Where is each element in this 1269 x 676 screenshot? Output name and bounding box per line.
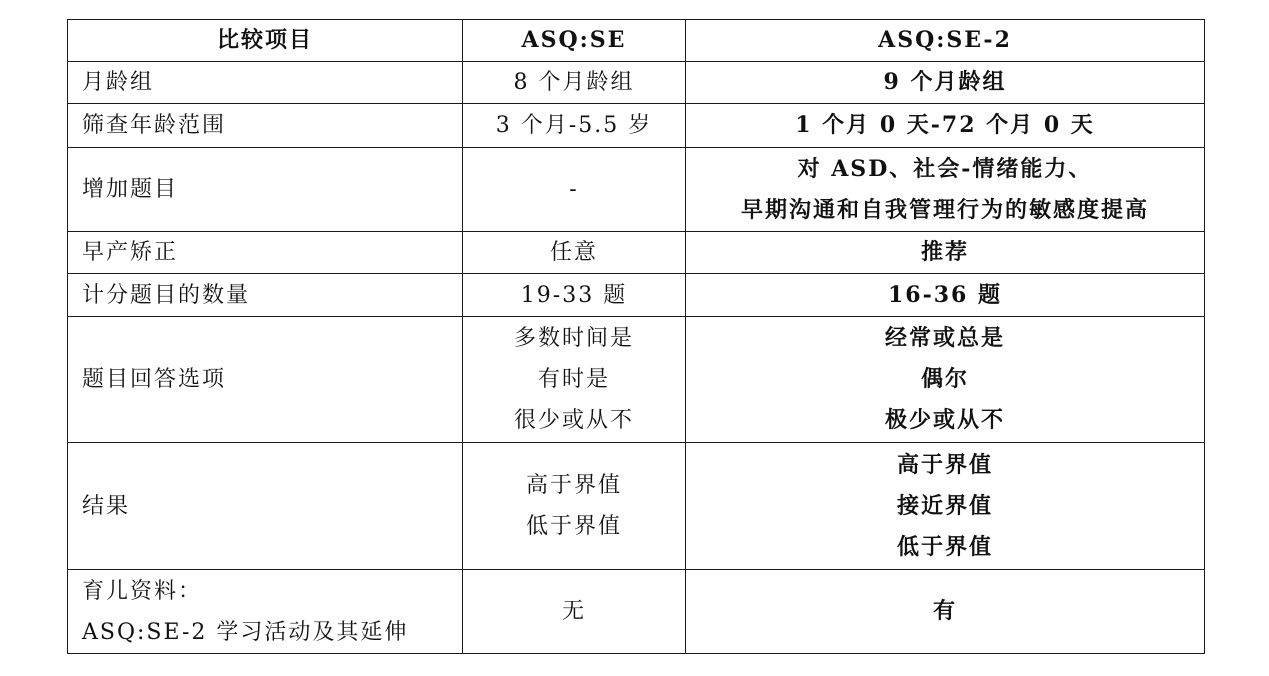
row-item-cell — [68, 148, 463, 232]
asq-se-cell — [463, 62, 686, 104]
row-item-cell — [68, 443, 463, 570]
asq-se-cell — [463, 317, 686, 443]
asq-se-2-option: 极少或从不 — [884, 407, 1005, 433]
row-item-text-line-2: ASQ:SE-2 学习活动及其延伸 — [82, 619, 409, 645]
row-item-text: 早产矫正 — [82, 240, 179, 265]
row-item-text: 增加题目 — [82, 177, 179, 202]
row-item-cell — [68, 232, 463, 274]
table-header-row — [68, 20, 1205, 62]
row-item-cell — [68, 274, 463, 317]
asq-se-result: 高于界值 — [525, 473, 622, 498]
asq-se-text: 无 — [561, 599, 586, 624]
row-item-cell — [68, 570, 463, 654]
row-item-cell — [68, 104, 463, 148]
asq-se-text: 3 个月-5.5 岁 — [495, 113, 653, 138]
asq-se-cell — [463, 274, 686, 317]
asq-se-cell — [463, 148, 686, 232]
row-item-cell — [68, 62, 463, 104]
asq-se-cell — [463, 443, 686, 570]
comparison-table — [67, 19, 1205, 654]
asq-se-2-cell — [686, 570, 1205, 654]
row-item-text: 题目回答选项 — [82, 367, 227, 392]
table-row — [68, 443, 1205, 570]
row-item-text: 结果 — [82, 493, 131, 519]
table-row — [68, 148, 1205, 232]
asq-se-option: 很少或从不 — [513, 408, 634, 433]
table-row — [68, 232, 1205, 274]
asq-se-text: 任意 — [549, 240, 598, 265]
asq-se-2-option: 偶尔 — [920, 366, 969, 392]
asq-se-2-text-line-1: 对 ASD、社会-情绪能力、 — [797, 155, 1093, 182]
asq-se-cell — [463, 104, 686, 148]
asq-se-text: - — [569, 177, 579, 202]
row-item-cell — [68, 317, 463, 443]
asq-se-result: 低于界值 — [525, 514, 622, 539]
asq-se-2-text-line-2: 早期沟通和自我管理行为的敏感度提高 — [740, 196, 1149, 223]
asq-se-2-option: 经常或总是 — [884, 325, 1005, 351]
asq-se-2-result: 接近界值 — [896, 492, 993, 519]
asq-se-2-result: 高于界值 — [896, 451, 993, 478]
asq-se-2-text: 16-36 题 — [887, 281, 1003, 308]
header-compare-item: 比较项目 — [68, 20, 463, 62]
row-item-text-line-1: 育儿资料： — [82, 578, 203, 604]
header-asq-se: ASQ:SE — [463, 20, 686, 62]
row-item-text: 月龄组 — [82, 70, 155, 95]
asq-se-2-text: 1 个月 0 天-72 个月 0 天 — [795, 112, 1095, 138]
asq-se-2-text: 有 — [932, 598, 957, 624]
table-row — [68, 317, 1205, 443]
asq-se-2-text: 推荐 — [920, 239, 969, 265]
asq-se-text: 8 个月龄组 — [513, 70, 635, 95]
asq-se-cell — [463, 232, 686, 274]
asq-se-2-text: 9 个月龄组 — [883, 69, 1007, 95]
asq-se-2-cell — [686, 317, 1205, 443]
asq-se-cell — [463, 570, 686, 654]
asq-se-2-cell — [686, 104, 1205, 148]
asq-se-2-cell — [686, 62, 1205, 104]
asq-se-option: 有时是 — [537, 367, 610, 392]
asq-se-2-cell — [686, 148, 1205, 232]
asq-se-2-cell — [686, 274, 1205, 317]
asq-se-2-cell — [686, 232, 1205, 274]
header-asq-se-2: ASQ:SE-2 — [686, 20, 1205, 62]
row-item-text: 筛查年龄范围 — [82, 113, 227, 138]
asq-se-2-result: 低于界值 — [896, 533, 993, 560]
asq-se-option: 多数时间是 — [513, 326, 634, 351]
table-row — [68, 570, 1205, 654]
row-item-text: 计分题目的数量 — [82, 282, 251, 308]
asq-se-2-cell — [686, 443, 1205, 570]
table-row — [68, 274, 1205, 317]
asq-se-text: 19-33 题 — [520, 282, 628, 308]
table-row — [68, 104, 1205, 148]
table-row — [68, 62, 1205, 104]
